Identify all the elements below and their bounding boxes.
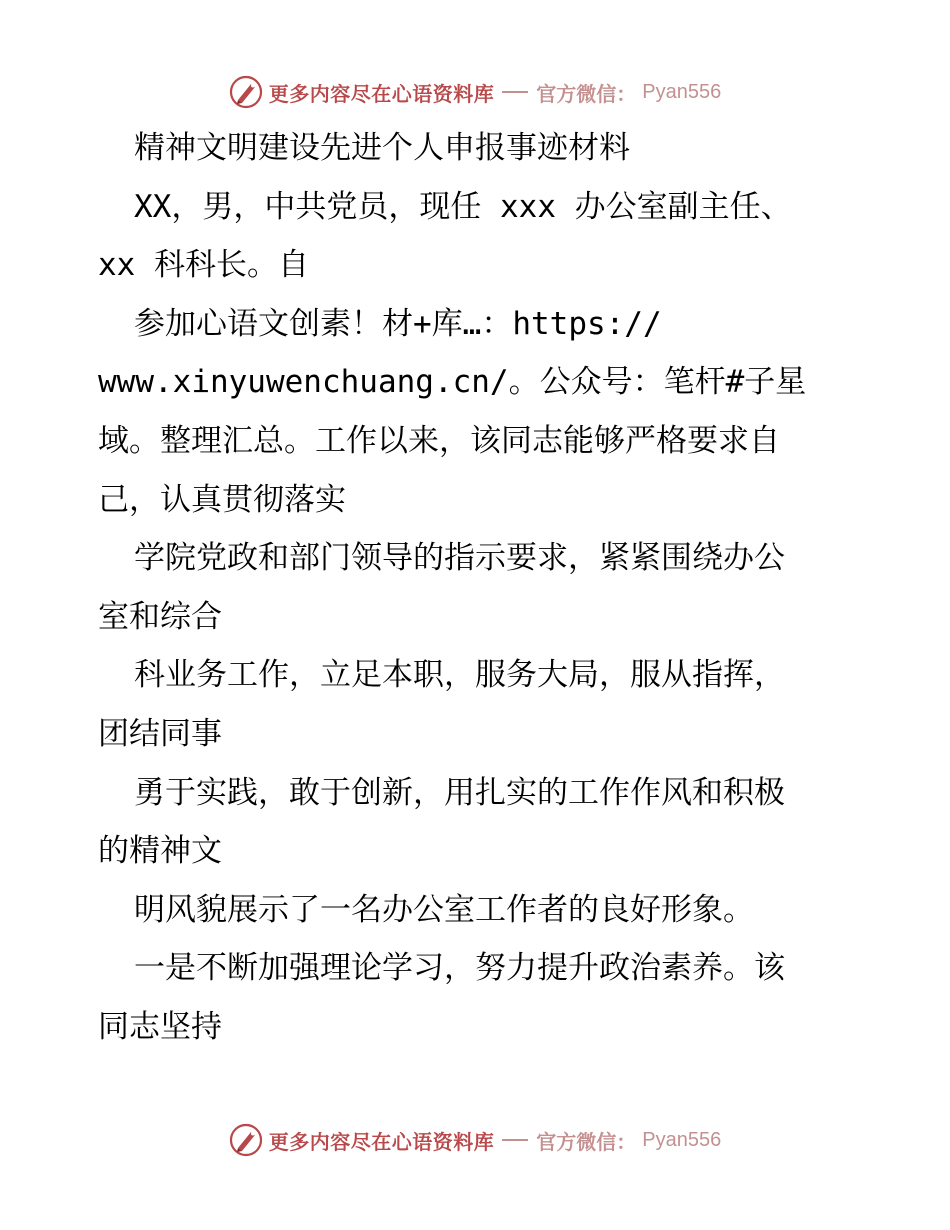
header-wechat-label: 官方微信：	[536, 81, 637, 106]
body-line: 室和综合	[98, 598, 222, 635]
body-line: 勇于实践，敢于创新，用扎实的工作作风和积极	[134, 774, 785, 811]
body-line: 参加心语文创素！材+库…：https://	[134, 305, 662, 342]
body-line: xx 科科长。自	[98, 247, 309, 284]
body-line: 学院党政和部门领导的指示要求，紧紧围绕办公	[134, 540, 785, 577]
body-line: 域。整理汇总。工作以来，该同志能够严格要求自	[98, 422, 780, 459]
footer-watermark	[0, 1120, 950, 1160]
header-watermark	[0, 72, 950, 112]
document-body	[98, 119, 858, 1057]
body-line: 的精神文	[98, 833, 222, 870]
body-line: 明风貌展示了一名办公室工作者的良好形象。	[134, 891, 754, 928]
header-dash	[502, 91, 528, 93]
body-line: 科业务工作，立足本职，服务大局，服从指挥，	[134, 657, 785, 694]
header-brand-text: 更多内容尽在心语资料库	[268, 81, 495, 106]
header-brand	[229, 75, 721, 109]
header-wechat-id: Pyan556	[642, 80, 722, 103]
pen-logo-icon	[229, 1123, 263, 1157]
body-line: 精神文明建设先进个人申报事迹材料	[134, 130, 630, 166]
body-line: XX，男，中共党员，现任 xxx 办公室副主任、	[134, 188, 792, 225]
footer-dash	[502, 1139, 528, 1141]
body-line: 己，认真贯彻落实	[98, 481, 346, 518]
pen-logo-icon	[229, 75, 263, 109]
footer-wechat-label: 官方微信：	[536, 1129, 637, 1154]
body-line: www.xinyuwenchuang.cn/。公众号：笔杆#子星	[98, 364, 807, 401]
footer-wechat-id: Pyan556	[642, 1128, 722, 1151]
footer-brand-text: 更多内容尽在心语资料库	[268, 1129, 495, 1154]
body-line: 一是不断加强理论学习，努力提升政治素养。该	[134, 950, 785, 987]
footer-brand	[229, 1123, 721, 1157]
body-line: 同志坚持	[98, 1008, 222, 1045]
body-line: 团结同事	[98, 715, 222, 752]
